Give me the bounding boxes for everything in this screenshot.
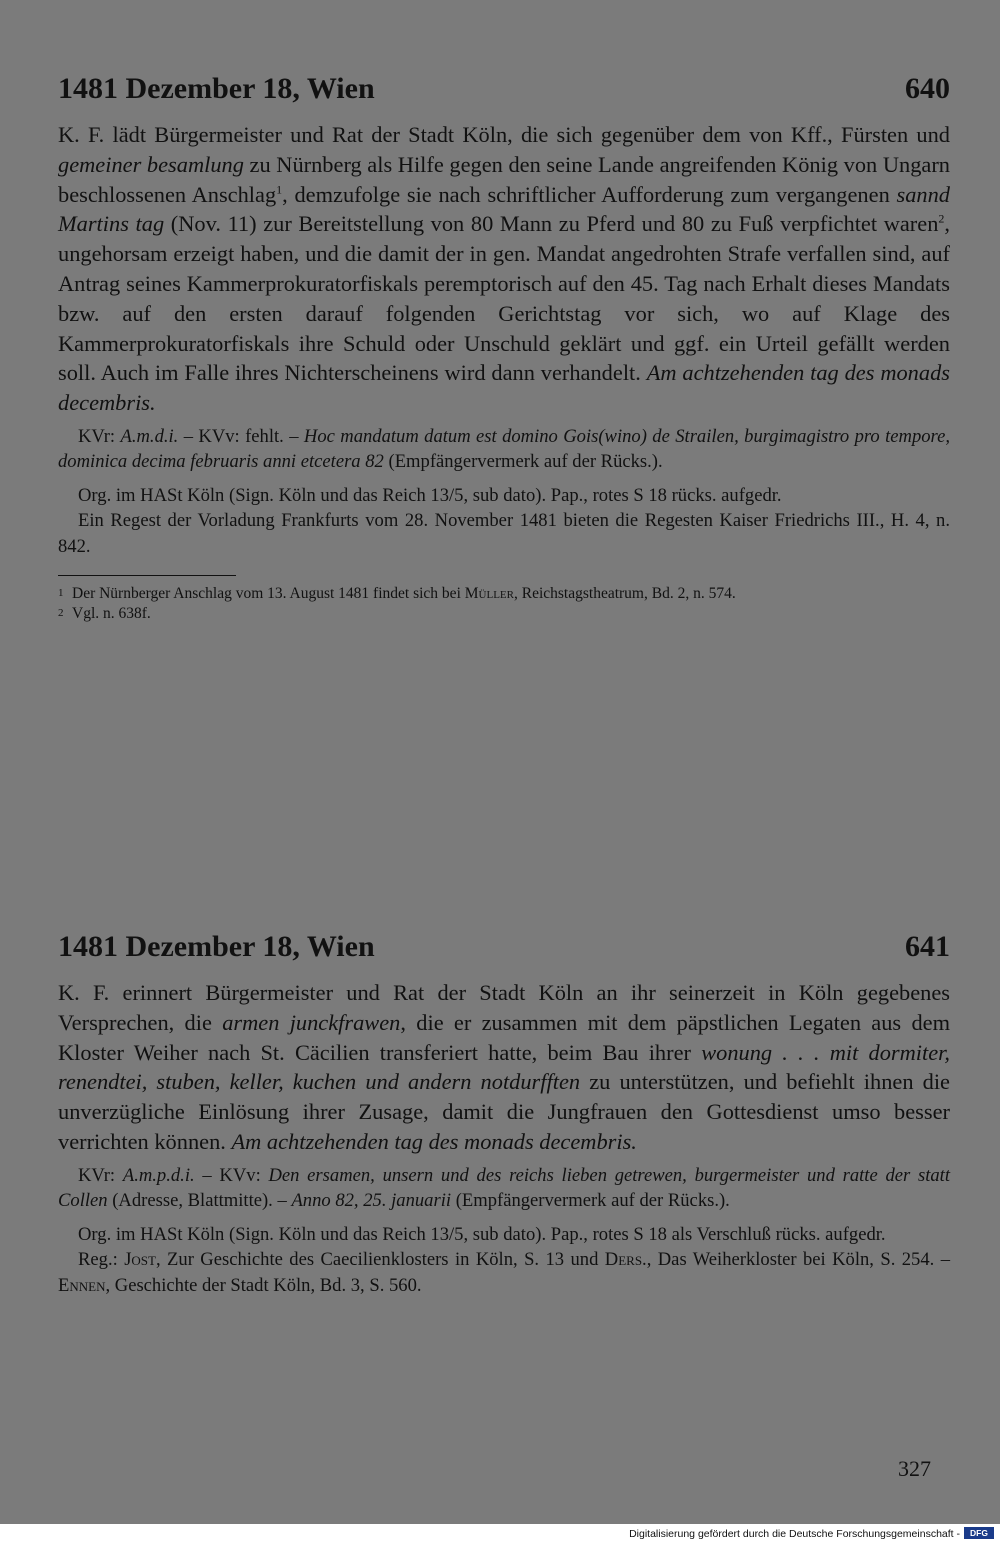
- italic-quotation: Den ersamen, unsern und des reichs lieben getrewen, burgermeister und ratte der statt Collen: [58, 1164, 951, 1212]
- footnote: [58, 584, 950, 604]
- entry-header: [58, 930, 950, 964]
- text-run: (Adresse, Blattmitte). –: [107, 1190, 292, 1212]
- note-source: [58, 483, 950, 560]
- text-run: (Nov. 11) zur Bereitstellung von 80 Mann zu Pferd und 80 zu Fuß verpfichtet waren: [164, 211, 939, 237]
- text-run: – KVv:: [194, 1164, 269, 1186]
- text-run: Org. im HASt Köln (Sign. Köln und das Reich 13/5, sub dato). Pap., rotes S 18 rücks. aufgedr.: [78, 484, 782, 506]
- text-run: , Zur Geschichte des Caecilienklosters in Köln, S. 13 und: [155, 1249, 605, 1271]
- text-run: , demzufolge sie nach schriftlicher Aufforderung zum vergangenen: [282, 181, 897, 207]
- text-run: zu Nürnberg als Hilfe gegen den seine Lande angreifenden König von Ungarn beschlossenen Anschlag: [58, 151, 950, 207]
- note-kv: [58, 1163, 950, 1214]
- italic-quotation: A.m.d.i.: [120, 425, 179, 447]
- italic-quotation: gemeiner besamlung: [58, 151, 244, 177]
- text-run: , Das Weiherkloster bei Köln, S. 254. –: [646, 1249, 950, 1271]
- note-paragraph: [58, 1163, 950, 1214]
- text-run: , die er zusammen mit dem päpstlichen Legaten aus dem Kloster Weiher nach St. Cäcilien transferiert hatte, beim Bau ihrer: [58, 1009, 950, 1065]
- entry-number: 641: [905, 930, 950, 963]
- author-name: Ennen: [58, 1274, 106, 1296]
- footnote-text: [72, 585, 736, 602]
- footnote-text: [72, 605, 151, 622]
- note-paragraph: [58, 1222, 950, 1248]
- italic-quotation: A.m.p.d.i.: [122, 1164, 195, 1186]
- text-run: , Reichstagstheatrum, Bd. 2, n. 574.: [513, 585, 736, 603]
- text-run: Der Nürnberger Anschlag vom 13. August 1481 findet sich bei: [72, 585, 465, 603]
- note-paragraph: [58, 508, 950, 559]
- note-source: [58, 1222, 950, 1299]
- note-kv: [58, 424, 950, 475]
- document-entry-641: [58, 930, 950, 1298]
- entry-header: [58, 72, 950, 106]
- note-paragraph: [58, 1247, 950, 1298]
- regest-text: [58, 978, 950, 1157]
- text-run: KVr:: [78, 1164, 123, 1186]
- note-paragraph: [58, 483, 950, 509]
- text-run: Reg.:: [78, 1249, 125, 1271]
- text-run: K. F. erinnert Bürgermeister und Rat der Stadt Köln an ihr seinerzeit in Köln gegebenes Versprechen, die: [58, 980, 950, 1035]
- italic-quotation: Anno 82, 25. januarii: [291, 1190, 452, 1212]
- footnote-reference: 1: [276, 182, 283, 197]
- footer-funding-text: Digitalisierung gefördert durch die Deutsche Forschungsgemeinschaft -: [629, 1528, 960, 1540]
- author-name: Ders.: [604, 1249, 647, 1271]
- italic-quotation: sannd Martins tag: [58, 181, 950, 237]
- footnote-number: 2: [58, 606, 64, 619]
- author-name: Müller: [464, 585, 514, 603]
- italic-quotation: Am achtzehenden tag des monads decembris.: [58, 360, 950, 416]
- footnote-reference: 2: [938, 211, 945, 226]
- entry-date-place: 1481 Dezember 18, Wien: [58, 930, 375, 963]
- footnote-number: 1: [58, 587, 64, 600]
- text-run: – KVv: fehlt. –: [178, 425, 304, 447]
- text-run: KVr:: [78, 425, 121, 447]
- entry-number: 640: [905, 72, 950, 105]
- italic-quotation: Am achtzehenden tag des monads decembris.: [231, 1128, 637, 1154]
- regest-text: [58, 120, 950, 418]
- footer-bar: [0, 1524, 1000, 1542]
- italic-quotation: armen junckfrawen: [222, 1009, 401, 1035]
- text-run: Vgl. n. 638f.: [72, 604, 151, 622]
- text-run: , ungehorsam erzeigt haben, und die damit der in gen. Mandat angedrohten Strafe verfallen sind, auf Antrag seines Kammerprokuratorfiskals peremptorisch auf den 45. Tag nach Erhalt dieses Mandats bzw. auf den ersten darauf folgenden Gerichtstag vor sich, wo auf Klage des Kammerprokuratorfiskals ihre Schuld oder Unschuld geklärt und ggf. ein Urteil gefällt werden soll. Auch im Falle ihres Nichterscheinens wird dann verhandelt.: [58, 211, 951, 386]
- italic-quotation: Hoc mandatum datum est domino Gois(wino) de Strailen, burgimagistro pro tempore, dominica decima februaris anni etcetera 82: [58, 425, 950, 473]
- text-run: K. F. lädt Bürgermeister und Rat der Stadt Köln, die sich gegenüber dem von Kff., Fürsten und: [58, 122, 950, 147]
- text-run: (Empfängervermerk auf der Rücks.).: [383, 451, 663, 473]
- page-number: 327: [898, 1456, 931, 1481]
- author-name: Jost: [124, 1249, 156, 1271]
- note-paragraph: [58, 424, 950, 475]
- dfg-logo: DFG: [964, 1527, 994, 1539]
- text-run: Org. im HASt Köln (Sign. Köln und das Reich 13/5, sub dato). Pap., rotes S 18 als Verschluß rücks. aufgedr.: [78, 1223, 886, 1245]
- text-run: , Geschichte der Stadt Köln, Bd. 3, S. 560.: [105, 1274, 422, 1296]
- text-run: Ein Regest der Vorladung Frankfurts vom 28. November 1481 bieten die Regesten Kaiser Friedrichs III., H. 4, n. 842.: [58, 510, 950, 557]
- footnote-rule: [58, 575, 236, 576]
- document-entry-640: [58, 72, 950, 623]
- footnote: [58, 604, 950, 624]
- text-run: (Empfängervermerk auf der Rücks.).: [451, 1190, 730, 1212]
- entry-date-place: 1481 Dezember 18, Wien: [58, 72, 375, 105]
- text-run: zu unterstützen, und befiehlt ihnen die unverzügliche Einlösung ihrer Zusage, damit die Jungfrauen den Gottesdienst umso besser verrichten können.: [58, 1069, 950, 1154]
- footnotes: [58, 584, 950, 623]
- italic-quotation: wonung . . . mit dormiter, renendtei, stuben, keller, kuchen und andern notdurfften: [58, 1039, 950, 1095]
